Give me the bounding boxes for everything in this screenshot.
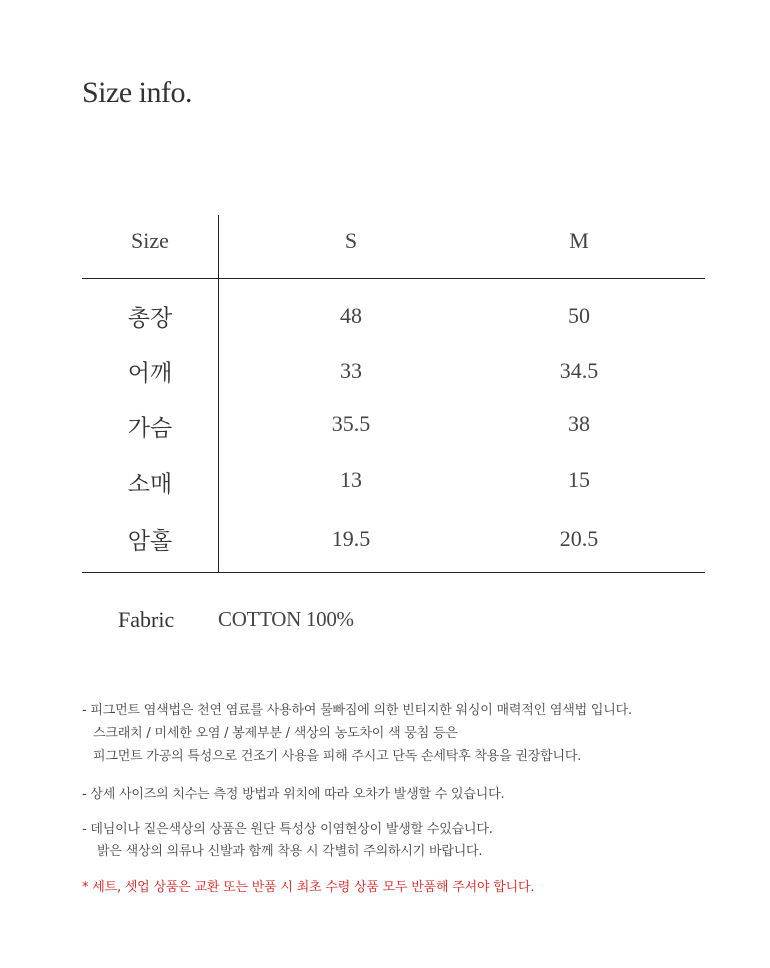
cell-armhole-s: 19.5 xyxy=(331,526,371,551)
note-denim-line-2: 밝은 색상의 의류나 신발과 함께 착용 시 각별히 주의하시기 바랍니다. xyxy=(97,844,483,859)
cell-shoulder-m: 34.5 xyxy=(559,358,599,383)
note-denim-line-1: - 데님이나 짙은색상의 상품은 원단 특성상 이염현상이 발생할 수있습니다. xyxy=(82,822,493,837)
table-header-rule xyxy=(82,278,705,279)
row-label-length: 총장 xyxy=(127,305,173,332)
header-s: S xyxy=(344,228,358,253)
note-pigment-line-1: - 피그먼트 염색법은 천연 염료를 사용하여 물빠짐에 의한 빈티지한 워싱이 매력적인 염색법 입니다. xyxy=(82,703,632,718)
table-bottom-rule xyxy=(82,572,705,573)
row-label-shoulder: 어깨 xyxy=(127,360,173,387)
cell-chest-s: 35.5 xyxy=(331,411,371,436)
note-set-return-warning: * 세트, 셋업 상품은 교환 또는 반품 시 최초 수령 상품 모두 반품해 주셔야 합니다. xyxy=(82,880,535,895)
cell-sleeve-s: 13 xyxy=(340,467,362,492)
row-label-armhole: 암홀 xyxy=(127,528,173,555)
note-pigment-line-2: 스크래치 / 미세한 오염 / 봉제부분 / 색상의 농도차이 색 뭉침 등은 xyxy=(93,726,458,741)
fabric-value: COTTON 100% xyxy=(218,607,354,631)
fabric-label: Fabric xyxy=(118,607,175,632)
cell-chest-m: 38 xyxy=(568,411,590,436)
header-size: Size xyxy=(131,228,169,253)
row-label-chest: 가슴 xyxy=(127,415,173,442)
header-m: M xyxy=(569,228,589,253)
cell-shoulder-s: 33 xyxy=(340,358,362,383)
table-column-divider xyxy=(218,215,219,573)
cell-length-m: 50 xyxy=(568,303,590,328)
cell-armhole-m: 20.5 xyxy=(559,526,599,551)
page-title: Size info. xyxy=(82,76,192,109)
cell-length-s: 48 xyxy=(340,303,362,328)
cell-sleeve-m: 15 xyxy=(568,467,590,492)
note-pigment-line-3: 피그먼트 가공의 특성으로 건조기 사용을 피해 주시고 단독 손세탁후 착용을 권장합니다. xyxy=(93,749,582,764)
row-label-sleeve: 소매 xyxy=(127,471,173,498)
note-measurement: - 상세 사이즈의 치수는 측정 방법과 위치에 따라 오차가 발생할 수 있습니다. xyxy=(82,787,505,802)
